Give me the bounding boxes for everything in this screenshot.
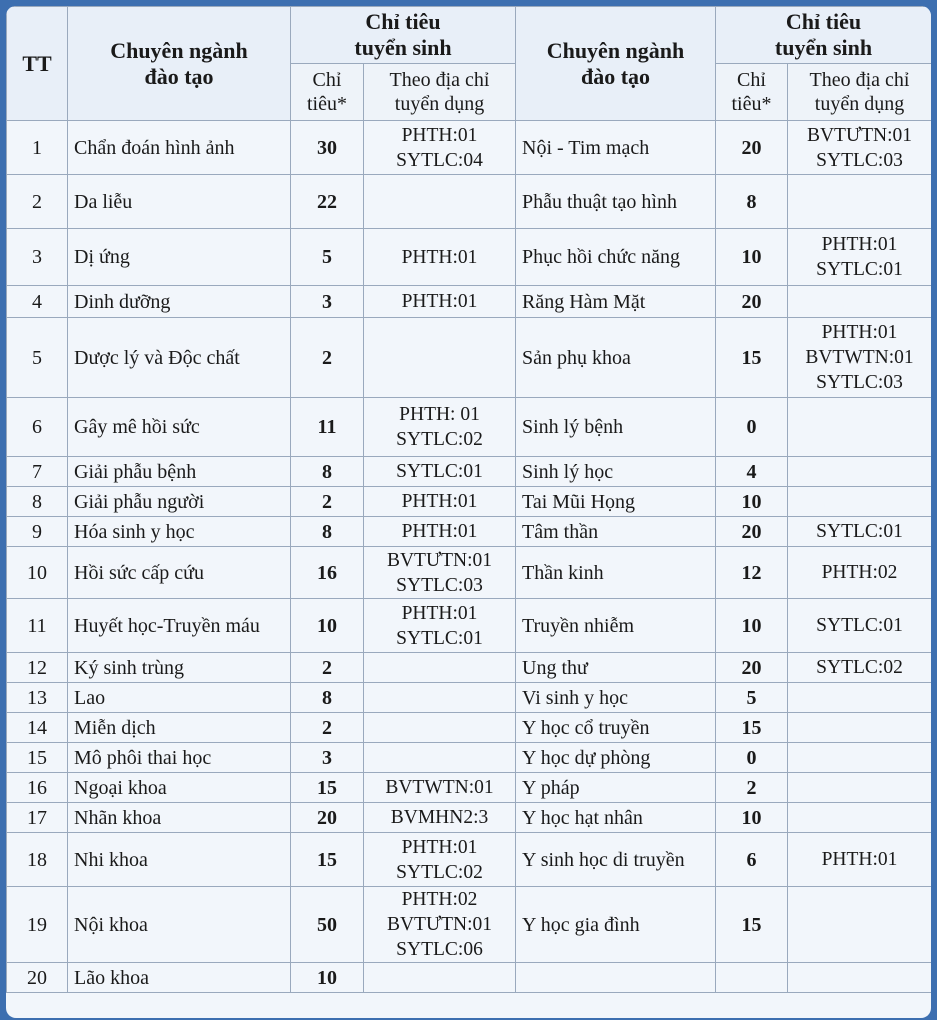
row-number: 13	[7, 683, 68, 713]
table-row	[7, 286, 932, 318]
employer-quota	[788, 887, 932, 963]
specialty-name: Nội khoa	[68, 887, 291, 963]
quota-value: 5	[716, 683, 788, 713]
employer-quota	[364, 318, 516, 398]
employer-quota: SYTLC:01	[788, 517, 932, 547]
employer-quota: PHTH:01 SYTLC:02	[364, 833, 516, 887]
specialty-name: Giải phẫu người	[68, 487, 291, 517]
employer-quota: BVTWTN:01	[364, 773, 516, 803]
employer-quota	[364, 653, 516, 683]
quota-value: 12	[716, 547, 788, 599]
row-number: 2	[7, 175, 68, 229]
quota-value: 2	[291, 318, 364, 398]
table-row	[7, 713, 932, 743]
quota-value: 16	[291, 547, 364, 599]
employer-quota	[364, 743, 516, 773]
quota-value: 20	[716, 517, 788, 547]
table-row	[7, 229, 932, 286]
employer-quota	[364, 963, 516, 993]
quota-value: 10	[291, 963, 364, 993]
quota-value: 20	[716, 121, 788, 175]
specialty-name: Chẩn đoán hình ảnh	[68, 121, 291, 175]
row-number: 20	[7, 963, 68, 993]
employer-quota: PHTH:01	[788, 833, 932, 887]
row-number: 1	[7, 121, 68, 175]
quota-value: 6	[716, 833, 788, 887]
row-number: 7	[7, 457, 68, 487]
employer-quota: PHTH:01 SYTLC:01	[788, 229, 932, 286]
quota-value: 8	[291, 457, 364, 487]
row-number: 6	[7, 398, 68, 457]
specialty-name: Huyết học-Truyền máu	[68, 599, 291, 653]
specialty-name: Ung thư	[516, 653, 716, 683]
employer-quota	[788, 398, 932, 457]
specialty-name: Giải phẫu bệnh	[68, 457, 291, 487]
quota-value: 2	[291, 713, 364, 743]
employer-quota	[788, 487, 932, 517]
employer-quota	[364, 175, 516, 229]
quota-value: 10	[291, 599, 364, 653]
specialty-name: Thần kinh	[516, 547, 716, 599]
quota-value: 50	[291, 887, 364, 963]
quota-value: 4	[716, 457, 788, 487]
header-by-employer-right: Theo địa chỉ tuyển dụng	[788, 64, 932, 121]
table-row	[7, 398, 932, 457]
employer-quota: BVMHN2:3	[364, 803, 516, 833]
employer-quota	[364, 683, 516, 713]
employer-quota: PHTH:01	[364, 286, 516, 318]
quota-value: 20	[716, 653, 788, 683]
quota-value: 22	[291, 175, 364, 229]
specialty-name: Dinh dưỡng	[68, 286, 291, 318]
specialty-name: Vi sinh y học	[516, 683, 716, 713]
specialty-name: Dị ứng	[68, 229, 291, 286]
table-row	[7, 803, 932, 833]
specialty-name: Y học dự phòng	[516, 743, 716, 773]
specialty-name: Phục hồi chức năng	[516, 229, 716, 286]
row-number: 12	[7, 653, 68, 683]
employer-quota: PHTH: 01 SYTLC:02	[364, 398, 516, 457]
employer-quota	[788, 773, 932, 803]
employer-quota: PHTH:01 SYTLC:04	[364, 121, 516, 175]
specialty-name: Nội - Tim mạch	[516, 121, 716, 175]
employer-quota	[788, 713, 932, 743]
employer-quota	[788, 743, 932, 773]
row-number: 10	[7, 547, 68, 599]
specialty-name: Tai Mũi Họng	[516, 487, 716, 517]
employer-quota: PHTH:01 SYTLC:01	[364, 599, 516, 653]
specialty-name: Truyền nhiễm	[516, 599, 716, 653]
table-row	[7, 318, 932, 398]
quota-value: 0	[716, 743, 788, 773]
header-by-employer-left: Theo địa chỉ tuyển dụng	[364, 64, 516, 121]
table-row	[7, 833, 932, 887]
header-tt: TT	[7, 7, 68, 121]
quota-value: 10	[716, 599, 788, 653]
specialty-name: Lao	[68, 683, 291, 713]
specialty-name: Da liễu	[68, 175, 291, 229]
specialty-name: Y pháp	[516, 773, 716, 803]
employer-quota: BVTƯTN:01 SYTLC:03	[788, 121, 932, 175]
quota-value: 2	[291, 653, 364, 683]
table-row	[7, 963, 932, 993]
row-number: 14	[7, 713, 68, 743]
table-row	[7, 683, 932, 713]
quota-value: 3	[291, 286, 364, 318]
specialty-name: Ngoại khoa	[68, 773, 291, 803]
quota-value: 2	[716, 773, 788, 803]
specialty-name: Nhãn khoa	[68, 803, 291, 833]
employer-quota: BVTƯTN:01 SYTLC:03	[364, 547, 516, 599]
table-row	[7, 487, 932, 517]
row-number: 15	[7, 743, 68, 773]
specialty-name: Y sinh học di truyền	[516, 833, 716, 887]
quota-value: 20	[716, 286, 788, 318]
specialty-name: Phẫu thuật tạo hình	[516, 175, 716, 229]
header-quota-group-right: Chỉ tiêu tuyển sinh	[716, 7, 932, 64]
employer-quota	[788, 457, 932, 487]
table-row	[7, 773, 932, 803]
table-row	[7, 457, 932, 487]
specialty-name: Gây mê hồi sức	[68, 398, 291, 457]
table-row	[7, 599, 932, 653]
table-row	[7, 887, 932, 963]
admission-quota-table	[6, 6, 931, 993]
table-row	[7, 653, 932, 683]
specialty-name: Sinh lý học	[516, 457, 716, 487]
quota-value: 0	[716, 398, 788, 457]
specialty-name: Hồi sức cấp cứu	[68, 547, 291, 599]
employer-quota: SYTLC:01	[364, 457, 516, 487]
header-quota-left: Chỉ tiêu*	[291, 64, 364, 121]
quota-value: 30	[291, 121, 364, 175]
row-number: 18	[7, 833, 68, 887]
specialty-name: Sản phụ khoa	[516, 318, 716, 398]
employer-quota: PHTH:01	[364, 229, 516, 286]
specialty-name: Y học cổ truyền	[516, 713, 716, 743]
employer-quota: PHTH:01 BVTWTN:01 SYTLC:03	[788, 318, 932, 398]
quota-value: 15	[716, 318, 788, 398]
quota-value: 10	[716, 487, 788, 517]
quota-value: 20	[291, 803, 364, 833]
table-row	[7, 743, 932, 773]
employer-quota: PHTH:01	[364, 487, 516, 517]
specialty-name: Tâm thần	[516, 517, 716, 547]
table-frame	[6, 6, 931, 1018]
employer-quota: SYTLC:02	[788, 653, 932, 683]
specialty-name: Y học hạt nhân	[516, 803, 716, 833]
specialty-name: Y học gia đình	[516, 887, 716, 963]
row-number: 4	[7, 286, 68, 318]
header-quota-group-left: Chỉ tiêu tuyển sinh	[291, 7, 516, 64]
quota-value: 2	[291, 487, 364, 517]
employer-quota	[788, 175, 932, 229]
employer-quota	[788, 963, 932, 993]
quota-value: 15	[291, 773, 364, 803]
quota-value: 15	[716, 887, 788, 963]
row-number: 9	[7, 517, 68, 547]
specialty-name: Nhi khoa	[68, 833, 291, 887]
quota-value: 10	[716, 803, 788, 833]
row-number: 8	[7, 487, 68, 517]
employer-quota	[788, 803, 932, 833]
specialty-name: Hóa sinh y học	[68, 517, 291, 547]
table-row	[7, 121, 932, 175]
row-number: 17	[7, 803, 68, 833]
employer-quota	[364, 713, 516, 743]
specialty-name	[516, 963, 716, 993]
quota-value: 8	[291, 517, 364, 547]
specialty-name: Dược lý và Độc chất	[68, 318, 291, 398]
header-specialty-left: Chuyên ngành đào tạo	[68, 7, 291, 121]
specialty-name: Mô phôi thai học	[68, 743, 291, 773]
employer-quota: PHTH:01	[364, 517, 516, 547]
row-number: 3	[7, 229, 68, 286]
specialty-name: Ký sinh trùng	[68, 653, 291, 683]
quota-value: 8	[291, 683, 364, 713]
quota-value: 11	[291, 398, 364, 457]
row-number: 19	[7, 887, 68, 963]
header-quota-right: Chỉ tiêu*	[716, 64, 788, 121]
quota-value: 15	[291, 833, 364, 887]
table-row	[7, 517, 932, 547]
specialty-name: Miễn dịch	[68, 713, 291, 743]
employer-quota	[788, 286, 932, 318]
quota-value: 10	[716, 229, 788, 286]
table-row	[7, 547, 932, 599]
row-number: 11	[7, 599, 68, 653]
specialty-name: Sinh lý bệnh	[516, 398, 716, 457]
quota-value: 15	[716, 713, 788, 743]
employer-quota: PHTH:02 BVTƯTN:01 SYTLC:06	[364, 887, 516, 963]
row-number: 5	[7, 318, 68, 398]
header-specialty-right: Chuyên ngành đào tạo	[516, 7, 716, 121]
table-row	[7, 175, 932, 229]
employer-quota: SYTLC:01	[788, 599, 932, 653]
quota-value: 3	[291, 743, 364, 773]
quota-value: 5	[291, 229, 364, 286]
specialty-name: Răng Hàm Mặt	[516, 286, 716, 318]
employer-quota	[788, 683, 932, 713]
row-number: 16	[7, 773, 68, 803]
quota-value: 8	[716, 175, 788, 229]
employer-quota: PHTH:02	[788, 547, 932, 599]
specialty-name: Lão khoa	[68, 963, 291, 993]
quota-value	[716, 963, 788, 993]
